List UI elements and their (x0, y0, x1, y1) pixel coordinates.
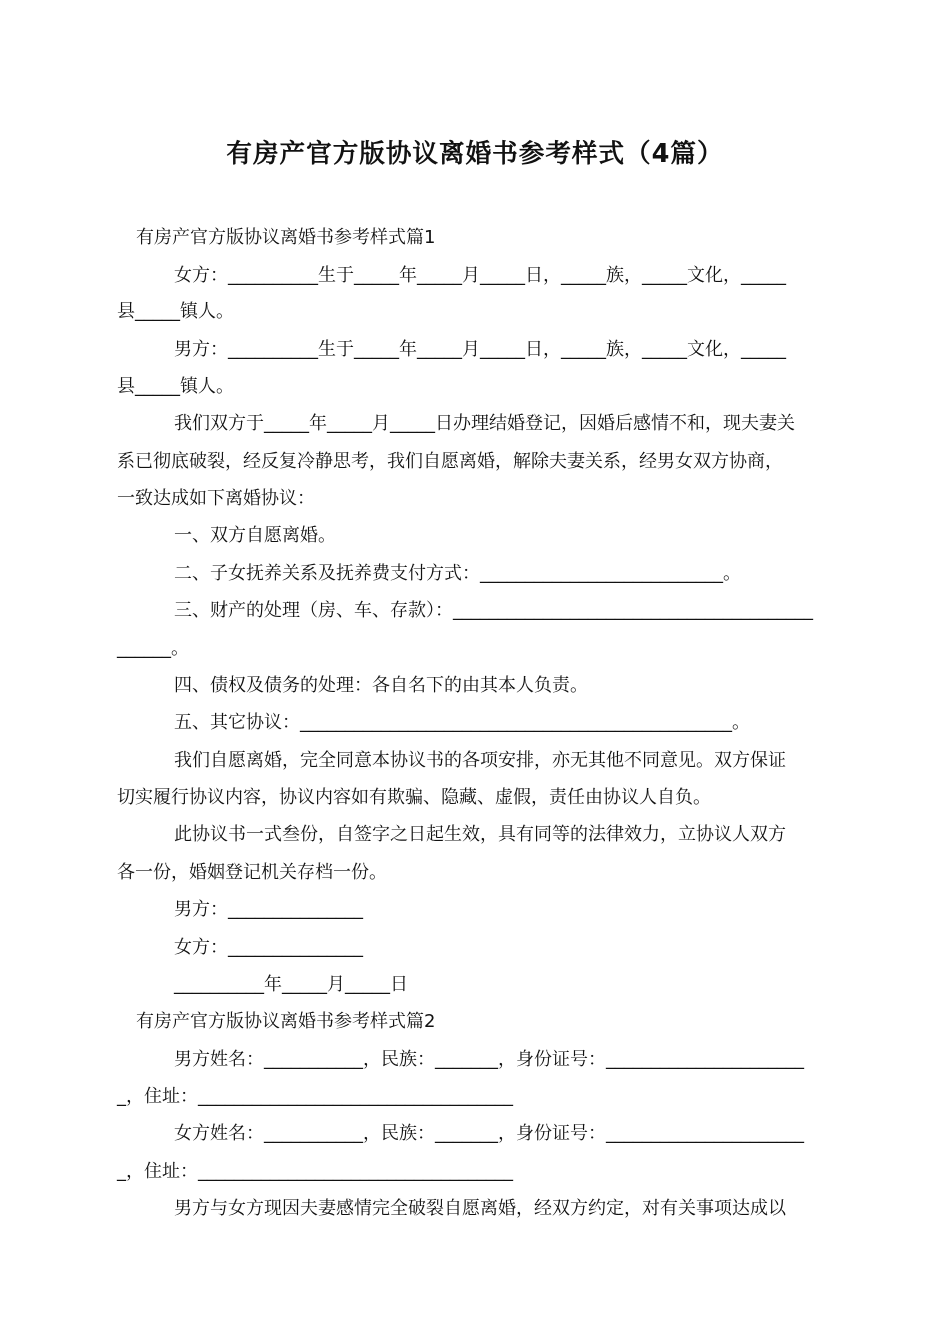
article-2-heading: 有房产官方版协议离婚书参考样式篇2 (136, 1011, 436, 1032)
male-signature-line: 男方：_______________ (174, 899, 363, 920)
female-info-line-1: 女方：__________生于_____年_____月_____日，_____族，_____文化，_____ (174, 265, 786, 286)
male-info-line-2: 县_____镇人。 (117, 376, 234, 397)
clause-3-line-1: 三、财产的处理（房、车、存款）：________________________________________ (174, 600, 813, 621)
article-1-heading: 有房产官方版协议离婚书参考样式篇1 (136, 227, 436, 248)
clause-4: 四、债权及债务的处理：各自名下的由其本人负责。 (174, 675, 588, 696)
intro-line-1: 我们双方于_____年_____月_____日办理结婚登记，因婚后感情不和，现夫妻关 (174, 413, 795, 434)
document-title: 有房产官方版协议离婚书参考样式（4篇） (226, 139, 724, 169)
clause-1: 一、双方自愿离婚。 (174, 525, 336, 546)
copies-line-2: 各一份，婚姻登记机关存档一份。 (117, 862, 387, 883)
copies-line-1: 此协议书一式叁份，自签字之日起生效，具有同等的法律效力，立协议人双方 (174, 824, 786, 845)
closing-line-1: 我们自愿离婚，完全同意本协议书的各项安排，亦无其他不同意见。双方保证 (174, 750, 786, 771)
closing-line-2: 切实履行协议内容，协议内容如有欺骗、隐藏、虚假，责任由协议人自负。 (117, 787, 711, 808)
male-details-line-2: _，住址：___________________________________ (117, 1086, 513, 1107)
intro-line-2: 系已彻底破裂，经反复冷静思考，我们自愿离婚，解除夫妻关系，经男女双方协商， (117, 451, 783, 472)
clause-2: 二、子女抚养关系及抚养费支付方式：___________________________。 (174, 563, 741, 584)
female-signature-line: 女方：_______________ (174, 937, 363, 958)
male-info-line-1: 男方：__________生于_____年_____月_____日，_____族，_____文化，_____ (174, 339, 786, 360)
male-details-line-1: 男方姓名：___________，民族：_______，身份证号：______________________ (174, 1049, 804, 1070)
clause-5: 五、其它协议：________________________________________________。 (174, 712, 750, 733)
clause-3-line-2: ______。 (117, 638, 189, 659)
female-details-line-2: _，住址：___________________________________ (117, 1161, 513, 1182)
female-info-line-2: 县_____镇人。 (117, 301, 234, 322)
female-details-line-1: 女方姓名：___________，民族：_______，身份证号：______________________ (174, 1123, 804, 1144)
intro-line-3: 一致达成如下离婚协议： (117, 488, 315, 509)
agreement-line-1: 男方与女方现因夫妻感情完全破裂自愿离婚，经双方约定，对有关事项达成以 (174, 1198, 786, 1219)
signature-date-line: __________年_____月_____日 (174, 974, 408, 995)
